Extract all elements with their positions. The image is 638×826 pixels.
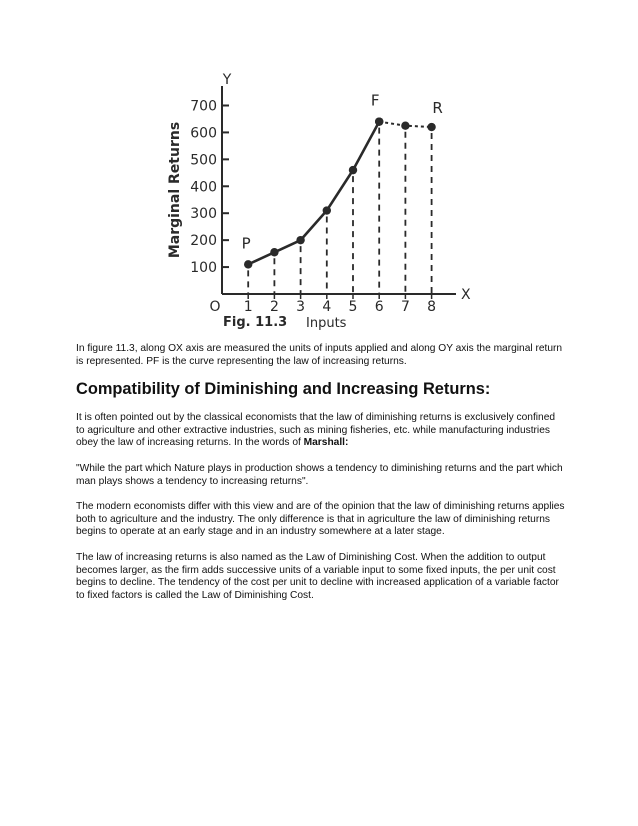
x-axis-letter: X	[461, 287, 471, 303]
figure-explanation-paragraph: In figure 11.3, along OX axis are measured the units of inputs applied and along OY axis the marginal return is represented. PF is the curve representing the law of increasing returns.	[76, 343, 563, 367]
figure-caption: Fig. 11.3	[223, 315, 288, 330]
y-axis-title: Marginal Returns	[167, 121, 183, 259]
point-label-f: F	[370, 91, 380, 110]
y-tick-label: 700	[190, 98, 217, 115]
data-point	[296, 236, 304, 244]
y-tick-label: 300	[190, 206, 217, 223]
modern-view-paragraph: The modern economists differ with this view and are of the opinion that the law of diminishing returns applies both to agriculture and the industry. The only difference is that in agriculture the law of diminishing returns begins to operate at an early stage and in an industry somewhere at a later stage.	[76, 501, 565, 538]
body-text	[76, 343, 566, 615]
data-point	[349, 166, 357, 174]
data-point	[375, 117, 383, 125]
data-point	[427, 123, 435, 131]
origin-label: O	[209, 299, 221, 315]
marginal-returns-figure	[160, 68, 480, 340]
y-tick-label: 200	[190, 233, 217, 250]
data-point	[244, 260, 252, 268]
x-tick-label: 5	[348, 299, 358, 315]
marshall-quote: "While the part which Nature plays in production shows a tendency to diminishing returns and the part which man plays shows a tendency to increasing returns".	[76, 462, 563, 487]
y-tick-label: 500	[190, 152, 217, 169]
marginal-returns-chart	[160, 68, 480, 340]
y-tick-label: 600	[190, 125, 217, 142]
data-point	[401, 121, 409, 129]
classical-view-text: It is often pointed out by the classical economists that the law of diminishing returns is exclusively confined to agriculture and other extractive industries, such as mining fisheries, etc. while manufacturing industries obey the law of increasing returns. In the words of	[76, 412, 556, 449]
x-tick-label: 1	[243, 299, 253, 315]
x-tick-label: 8	[427, 299, 437, 315]
point-label-r: R	[432, 99, 443, 118]
x-tick-label: 6	[374, 299, 384, 315]
pf-curve-line	[248, 122, 379, 265]
classical-view-paragraph	[76, 412, 566, 450]
diminishing-cost-paragraph: The law of increasing returns is also named as the Law of Diminishing Cost. When the addition to output becomes larger, as the firm adds successive units of a variable input to some fixed inputs, the per unit cost begins to decline. The tendency of the cost per unit to decline with increased application of a variable factor to fixed factors is called the Law of Diminishing Cost.	[76, 551, 559, 601]
x-tick-label: 2	[269, 299, 279, 315]
y-tick-label: 400	[190, 179, 217, 196]
x-tick-label: 7	[400, 299, 410, 315]
section-heading: Compatibility of Diminishing and Increasing Returns:	[76, 380, 491, 399]
x-tick-label: 4	[322, 299, 332, 315]
y-axis-letter: Y	[222, 72, 232, 88]
marshall-name: Marshall:	[303, 437, 349, 449]
x-axis-title: Inputs	[306, 316, 347, 331]
x-tick-label: 3	[296, 299, 306, 315]
data-point	[270, 248, 278, 256]
data-point	[323, 206, 331, 214]
y-tick-label: 100	[190, 260, 217, 277]
point-label-p: P	[241, 234, 251, 253]
